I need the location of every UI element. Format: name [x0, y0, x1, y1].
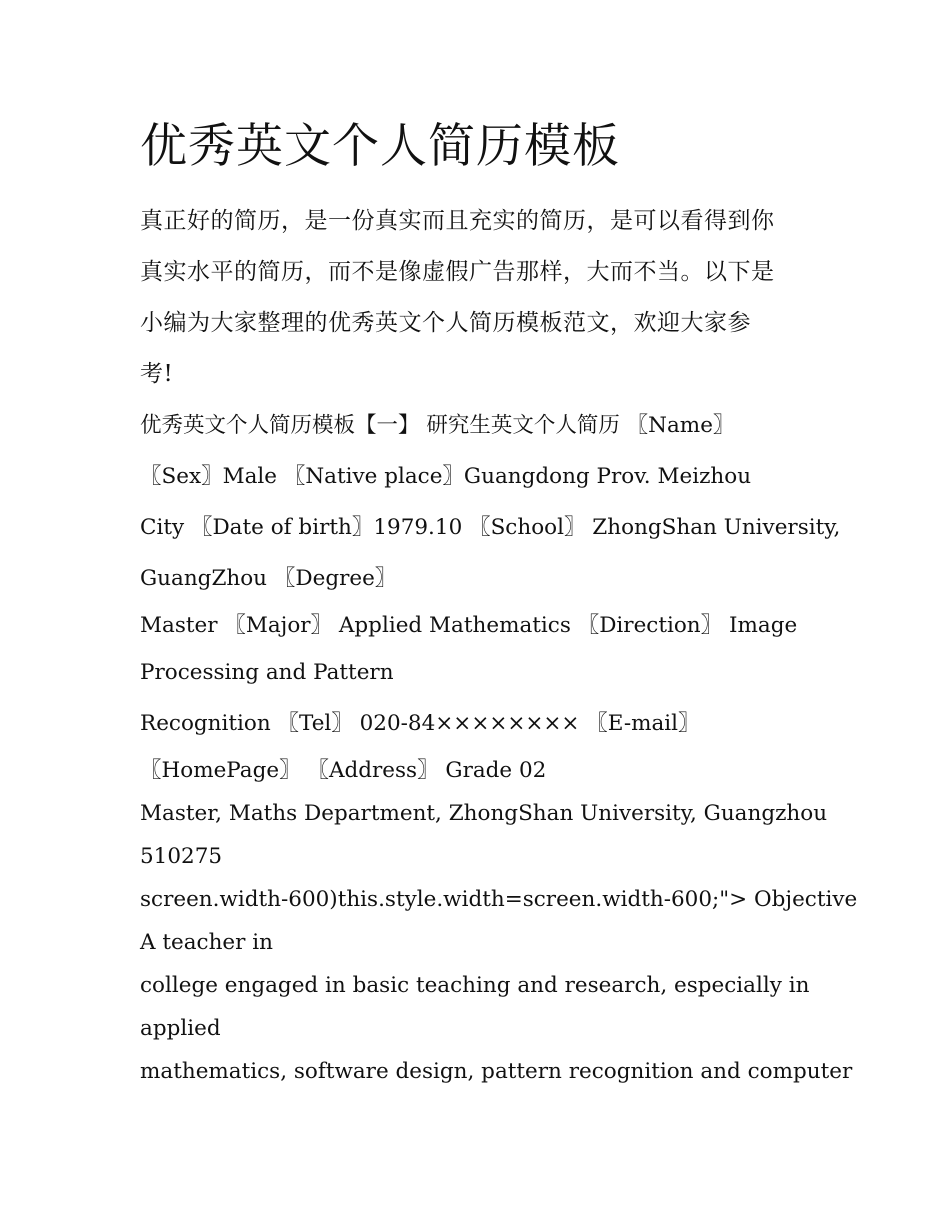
body-line: Master, Maths Department, ZhongShan University, Guangzhou — [140, 801, 828, 826]
body-line: GuangZhou 〖Degree〗 — [140, 566, 397, 591]
intro-line: 真正好的简历，是一份真实而且充实的简历，是可以看得到你 — [140, 208, 775, 234]
body-line: Master 〖Major〗 Applied Mathematics 〖Direction〗 Image — [140, 613, 798, 638]
body-line: college engaged in basic teaching and research, especially in — [140, 973, 810, 998]
body-line: 优秀英文个人简历模板【一】 研究生英文个人简历 〖Name〗 — [140, 413, 735, 438]
body-line: Processing and Pattern — [140, 660, 394, 685]
body-line: 510275 — [140, 844, 223, 869]
body-line: Recognition 〖Tel〗 020-84×××××××× 〖E-mail〗 — [140, 711, 700, 736]
body-line: 〖Sex〗Male 〖Native place〗Guangdong Prov. Meizhou — [140, 464, 752, 489]
intro-paragraph — [140, 196, 820, 400]
body-line: mathematics, software design, pattern recognition and computer — [140, 1059, 853, 1084]
intro-line: 真实水平的简历，而不是像虚假广告那样，大而不当。以下是 — [140, 259, 775, 285]
resume-body — [140, 400, 858, 1093]
body-line: A teacher in — [140, 930, 273, 955]
body-line: applied — [140, 1016, 221, 1041]
body-line: City 〖Date of birth〗1979.10 〖School〗 ZhongShan University, — [140, 515, 841, 540]
body-line: 〖HomePage〗 〖Address〗 Grade 02 — [140, 758, 547, 783]
intro-line: 小编为大家整理的优秀英文个人简历模板范文，欢迎大家参 — [140, 310, 751, 336]
intro-line: 考! — [140, 361, 174, 387]
page-title: 优秀英文个人简历模板 — [140, 119, 620, 174]
body-line: screen.width-600)this.style.width=screen.width-600;"> Objective — [140, 887, 858, 912]
